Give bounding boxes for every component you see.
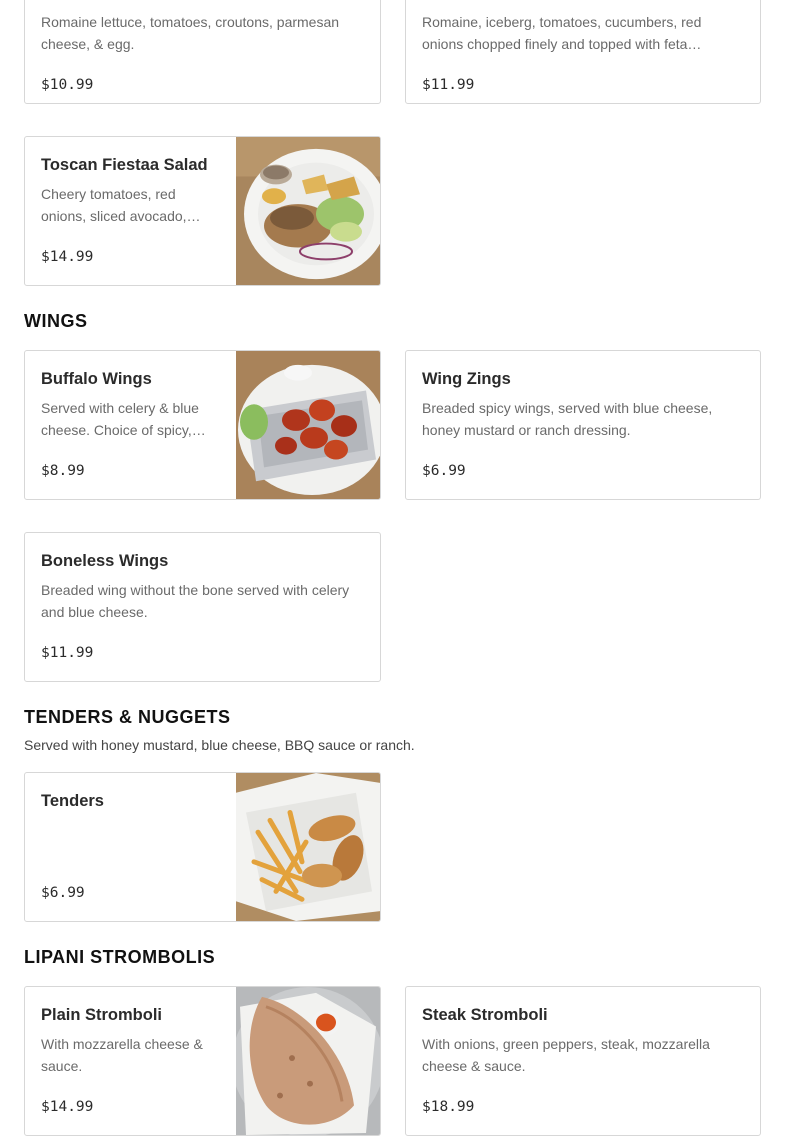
- item-price: $14.99: [41, 249, 94, 265]
- item-description: Breaded wing without the bone served with celery and blue cheese.: [41, 582, 350, 620]
- section-description: Served with honey mustard, blue cheese, BBQ sauce or ranch.: [24, 737, 415, 753]
- salad-photo: [236, 137, 380, 285]
- item-price: $11.99: [41, 645, 94, 661]
- item-description: With onions, green peppers, steak, mozzarella cheese & sauce.: [422, 1036, 710, 1074]
- item-name: Toscan Fiestaa Salad: [41, 156, 208, 174]
- menu-item-card-steak-stromboli[interactable]: [405, 986, 761, 1136]
- item-name: Plain Stromboli: [41, 1006, 163, 1024]
- item-description: Served with celery & blue cheese. Choice of spicy,…: [41, 400, 206, 438]
- item-name: Buffalo Wings: [41, 370, 152, 388]
- menu-item-card-greek[interactable]: [405, 0, 761, 104]
- menu-item-card-wing-zings[interactable]: [405, 350, 761, 500]
- item-description: Romaine lettuce, tomatoes, croutons, parmesan cheese, & egg.: [41, 14, 340, 52]
- menu-item-card-toscan-fiestaa-salad[interactable]: [24, 136, 381, 286]
- item-price: $18.99: [422, 1099, 475, 1115]
- item-description: With mozzarella cheese & sauce.: [41, 1036, 203, 1074]
- item-price: $10.99: [41, 77, 94, 93]
- item-name: Steak Stromboli: [422, 1006, 548, 1024]
- buffalo-wings-photo: [236, 351, 380, 499]
- menu-item-card-boneless-wings[interactable]: [24, 532, 381, 682]
- item-description: Breaded spicy wings, served with blue cheese, honey mustard or ranch dressing.: [422, 400, 713, 438]
- item-price: $8.99: [41, 463, 85, 479]
- section-title-tenders-nuggets: TENDERS & NUGGETS: [24, 707, 231, 727]
- section-title-wings: WINGS: [24, 311, 88, 331]
- item-price: $6.99: [41, 885, 85, 901]
- item-price: $14.99: [41, 1099, 94, 1115]
- menu-item-card-tenders[interactable]: [24, 772, 381, 922]
- menu-item-card-plain-stromboli[interactable]: [24, 986, 381, 1136]
- item-name: Tenders: [41, 792, 104, 810]
- item-name: Wing Zings: [422, 370, 511, 388]
- section-title-lipani-strombolis: LIPANI STROMBOLIS: [24, 947, 216, 967]
- item-description: Romaine, iceberg, tomatoes, cucumbers, red onions chopped finely and topped with feta…: [422, 14, 702, 52]
- item-price: $11.99: [422, 77, 475, 93]
- stromboli-photo: [236, 987, 380, 1135]
- menu-item-card-buffalo-wings[interactable]: [24, 350, 381, 500]
- item-name: Boneless Wings: [41, 552, 169, 570]
- tenders-photo: [236, 773, 380, 921]
- menu-item-card-caesar[interactable]: [24, 0, 381, 104]
- item-price: $6.99: [422, 463, 466, 479]
- item-description: Cheery tomatoes, red onions, sliced avocado,…: [41, 186, 201, 224]
